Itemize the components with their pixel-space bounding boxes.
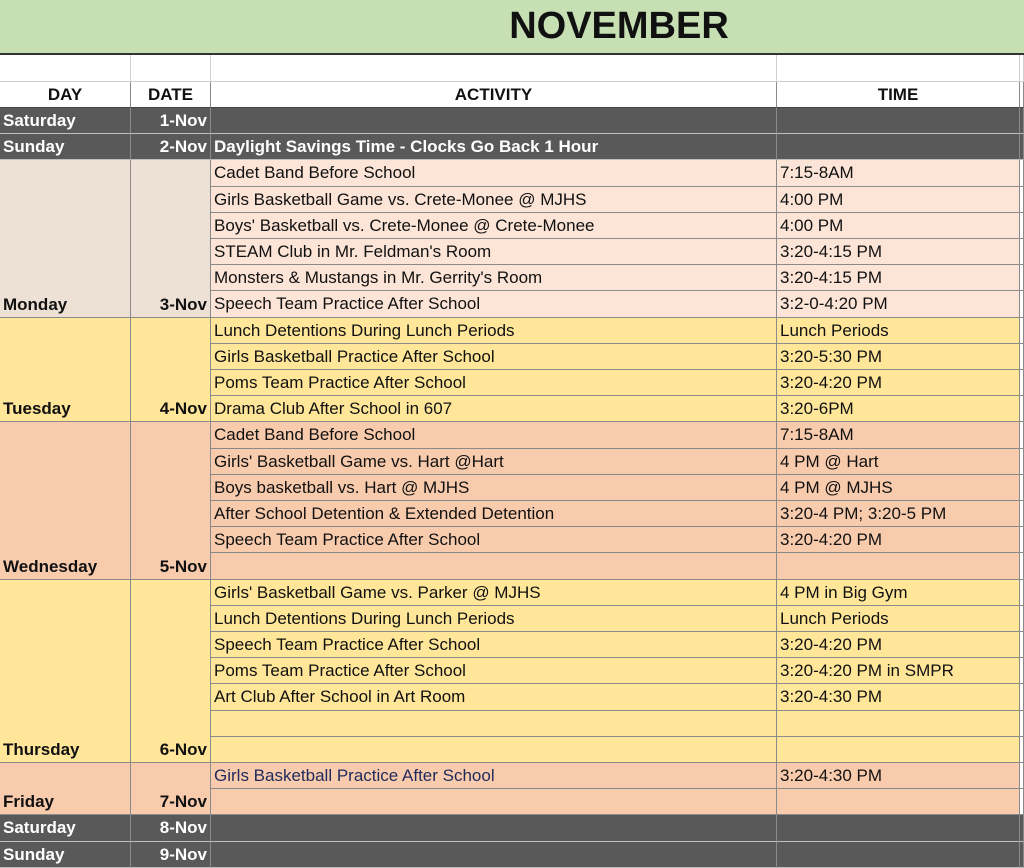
extra-cell[interactable] [1020, 422, 1024, 449]
day-cell[interactable]: Saturday [0, 815, 131, 842]
time-cell[interactable] [777, 737, 1020, 763]
activity-cell[interactable]: Lunch Detentions During Lunch Periods [211, 606, 777, 632]
activity-cell[interactable]: Girls Basketball Game vs. Crete-Monee @ MJHS [211, 187, 777, 213]
month-title: NOVEMBER [0, 0, 1024, 55]
time-cell[interactable]: 3:20-4:15 PM [777, 265, 1020, 291]
extra-cell[interactable] [1020, 265, 1024, 291]
date-cell[interactable]: 7-Nov [131, 763, 211, 815]
extra-cell[interactable] [1020, 553, 1024, 580]
activity-cell[interactable]: After School Detention & Extended Detention [211, 501, 777, 527]
extra-cell[interactable] [1020, 658, 1024, 684]
activity-cell[interactable]: Girls Basketball Practice After School [211, 763, 777, 789]
activity-cell[interactable]: Boys basketball vs. Hart @ MJHS [211, 475, 777, 501]
extra-cell[interactable] [1020, 134, 1024, 160]
time-cell[interactable]: 3:20-4:15 PM [777, 239, 1020, 265]
time-cell[interactable] [777, 553, 1020, 580]
activity-cell[interactable]: Lunch Detentions During Lunch Periods [211, 318, 777, 344]
extra-cell[interactable] [1020, 475, 1024, 501]
date-cell[interactable]: 1-Nov [131, 108, 211, 134]
time-cell[interactable]: 4 PM @ Hart [777, 449, 1020, 475]
activity-cell[interactable] [211, 711, 777, 737]
extra-cell[interactable] [1020, 449, 1024, 475]
time-cell[interactable]: 4:00 PM [777, 213, 1020, 239]
activity-cell[interactable] [211, 815, 777, 842]
extra-cell[interactable] [1020, 632, 1024, 658]
time-cell[interactable]: 7:15-8AM [777, 160, 1020, 187]
time-cell[interactable]: 3:20-4:20 PM [777, 632, 1020, 658]
date-cell[interactable]: 2-Nov [131, 134, 211, 160]
time-cell[interactable]: 3:20-4 PM; 3:20-5 PM [777, 501, 1020, 527]
extra-cell[interactable] [1020, 789, 1024, 815]
activity-cell[interactable]: Cadet Band Before School [211, 422, 777, 449]
header-time[interactable]: TIME [777, 82, 1020, 108]
time-cell[interactable]: 3:20-4:20 PM [777, 527, 1020, 553]
time-cell[interactable]: 4 PM @ MJHS [777, 475, 1020, 501]
extra-cell[interactable] [1020, 370, 1024, 396]
extra-cell[interactable] [1020, 108, 1024, 134]
extra-cell[interactable] [1020, 239, 1024, 265]
activity-cell[interactable]: Daylight Savings Time - Clocks Go Back 1 Hour [211, 134, 777, 160]
header-extra[interactable] [1020, 82, 1024, 108]
activity-cell[interactable]: Girls' Basketball Game vs. Hart @Hart [211, 449, 777, 475]
time-cell[interactable]: 3:20-4:30 PM [777, 684, 1020, 711]
time-cell[interactable] [777, 815, 1020, 842]
extra-cell[interactable] [1020, 842, 1024, 868]
activity-cell[interactable]: Art Club After School in Art Room [211, 684, 777, 711]
extra-cell[interactable] [1020, 318, 1024, 344]
header-date[interactable]: DATE [131, 82, 211, 108]
time-cell[interactable]: 3:20-4:20 PM in SMPR [777, 658, 1020, 684]
day-cell[interactable]: Monday [0, 160, 131, 318]
time-cell[interactable] [777, 711, 1020, 737]
blank-cell[interactable] [777, 55, 1020, 82]
date-cell[interactable]: 9-Nov [131, 842, 211, 868]
extra-cell[interactable] [1020, 815, 1024, 842]
blank-cell[interactable] [211, 55, 777, 82]
day-cell[interactable]: Friday [0, 763, 131, 815]
activity-cell[interactable] [211, 842, 777, 868]
day-cell[interactable]: Thursday [0, 580, 131, 763]
activity-cell[interactable]: Speech Team Practice After School [211, 291, 777, 318]
activity-cell[interactable]: Monsters & Mustangs in Mr. Gerrity's Room [211, 265, 777, 291]
extra-cell[interactable] [1020, 396, 1024, 422]
day-cell[interactable]: Sunday [0, 842, 131, 868]
extra-cell[interactable] [1020, 580, 1024, 606]
header-day[interactable]: DAY [0, 82, 131, 108]
activity-cell[interactable] [211, 737, 777, 763]
extra-cell[interactable] [1020, 737, 1024, 763]
time-cell[interactable]: 3:2-0-4:20 PM [777, 291, 1020, 318]
time-cell[interactable]: 3:20-5:30 PM [777, 344, 1020, 370]
blank-cell[interactable] [1020, 55, 1024, 82]
extra-cell[interactable] [1020, 711, 1024, 737]
activity-cell[interactable]: Speech Team Practice After School [211, 632, 777, 658]
activity-cell[interactable]: Girls' Basketball Game vs. Parker @ MJHS [211, 580, 777, 606]
day-cell[interactable]: Wednesday [0, 422, 131, 580]
time-cell[interactable]: 3:20-4:20 PM [777, 370, 1020, 396]
time-cell[interactable]: Lunch Periods [777, 318, 1020, 344]
extra-cell[interactable] [1020, 684, 1024, 711]
time-cell[interactable]: 7:15-8AM [777, 422, 1020, 449]
activity-cell[interactable] [211, 553, 777, 580]
extra-cell[interactable] [1020, 213, 1024, 239]
activity-cell[interactable]: Boys' Basketball vs. Crete-Monee @ Crete-Monee [211, 213, 777, 239]
time-cell[interactable] [777, 789, 1020, 815]
blank-cell[interactable] [0, 55, 131, 82]
time-cell[interactable]: 4:00 PM [777, 187, 1020, 213]
time-cell[interactable] [777, 842, 1020, 868]
extra-cell[interactable] [1020, 187, 1024, 213]
activity-cell[interactable]: Speech Team Practice After School [211, 527, 777, 553]
date-cell[interactable]: 6-Nov [131, 580, 211, 763]
activity-cell[interactable]: STEAM Club in Mr. Feldman's Room [211, 239, 777, 265]
extra-cell[interactable] [1020, 344, 1024, 370]
day-cell[interactable]: Sunday [0, 134, 131, 160]
time-cell[interactable]: 4 PM in Big Gym [777, 580, 1020, 606]
extra-cell[interactable] [1020, 606, 1024, 632]
extra-cell[interactable] [1020, 160, 1024, 187]
time-cell[interactable]: Lunch Periods [777, 606, 1020, 632]
date-cell[interactable]: 5-Nov [131, 422, 211, 580]
date-cell[interactable]: 4-Nov [131, 318, 211, 422]
activity-cell[interactable]: Poms Team Practice After School [211, 658, 777, 684]
extra-cell[interactable] [1020, 501, 1024, 527]
blank-cell[interactable] [131, 55, 211, 82]
activity-cell[interactable]: Girls Basketball Practice After School [211, 344, 777, 370]
time-cell[interactable] [777, 134, 1020, 160]
activity-cell[interactable]: Cadet Band Before School [211, 160, 777, 187]
day-cell[interactable]: Saturday [0, 108, 131, 134]
activity-cell[interactable] [211, 108, 777, 134]
activity-cell[interactable]: Poms Team Practice After School [211, 370, 777, 396]
activity-cell[interactable]: Drama Club After School in 607 [211, 396, 777, 422]
time-cell[interactable]: 3:20-4:30 PM [777, 763, 1020, 789]
date-cell[interactable]: 8-Nov [131, 815, 211, 842]
extra-cell[interactable] [1020, 763, 1024, 789]
time-cell[interactable]: 3:20-6PM [777, 396, 1020, 422]
time-cell[interactable] [777, 108, 1020, 134]
date-cell[interactable]: 3-Nov [131, 160, 211, 318]
extra-cell[interactable] [1020, 527, 1024, 553]
day-cell[interactable]: Tuesday [0, 318, 131, 422]
activity-cell[interactable] [211, 789, 777, 815]
header-activity[interactable]: ACTIVITY [211, 82, 777, 108]
extra-cell[interactable] [1020, 291, 1024, 318]
